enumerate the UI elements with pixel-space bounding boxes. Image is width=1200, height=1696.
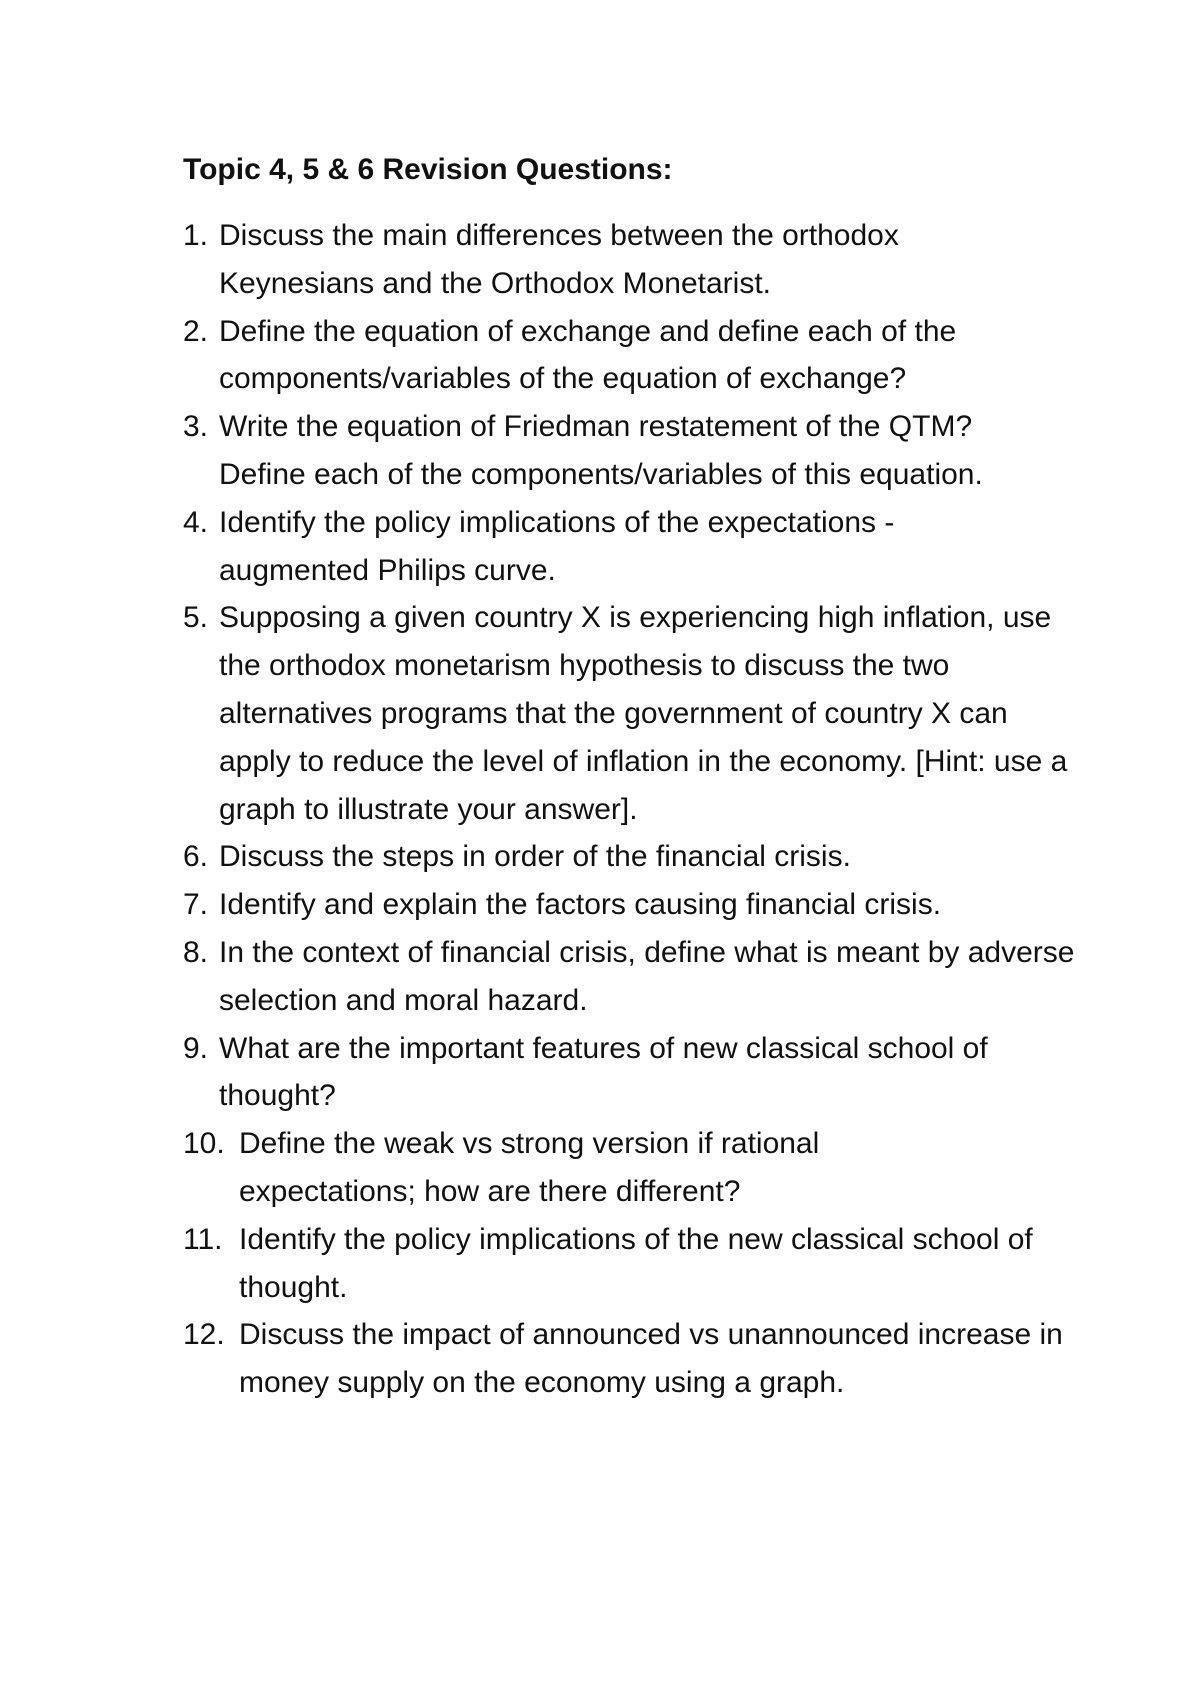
question-number: 4. — [183, 505, 209, 539]
question-number: 8. — [183, 935, 209, 969]
question-number: 1. — [183, 219, 209, 252]
question-item-1 — [183, 212, 1023, 308]
question-text: What are the important features of new classical school of thought? — [219, 1031, 988, 1113]
question-list — [183, 212, 1083, 1407]
question-item-11 — [183, 1216, 1043, 1312]
question-item-8 — [183, 929, 1083, 1025]
question-text: Discuss the steps in order of the financial crisis. — [219, 840, 851, 874]
question-item-5 — [183, 594, 1083, 833]
question-item-3 — [183, 403, 1023, 499]
question-text: Define the equation of exchange and define each of the components/variables of the equation of exchange? — [219, 314, 957, 396]
question-text: Identify the policy implications of the expectations - augmented Philips curve. — [219, 505, 895, 587]
question-item-12 — [183, 1311, 1083, 1407]
question-number: 9. — [183, 1031, 209, 1065]
question-text: Identify and explain the factors causing financial crisis. — [219, 888, 942, 922]
question-text: In the context of financial crisis, define what is meant by adverse selection and moral hazard. — [219, 935, 1075, 1017]
question-item-9 — [183, 1025, 1063, 1121]
question-item-7 — [183, 881, 1083, 929]
question-text: Define the weak vs strong version if rational expectations; how are there different? — [239, 1127, 820, 1208]
question-text: Supposing a given country X is experiencing high inflation, use the orthodox monetarism hypothesis to discuss the two alternatives programs that the government of country X can apply to reduce the level of inflation in the economy. [Hint: use a graph to illustrate your answer]. — [219, 601, 1068, 826]
question-item-2 — [183, 308, 1023, 404]
question-text: Discuss the main differences between the orthodox Keynesians and the Orthodox Monetarist. — [219, 219, 899, 300]
question-text: Identify the policy implications of the new classical school of thought. — [239, 1222, 1033, 1304]
question-item-4 — [183, 499, 1023, 595]
question-number: 2. — [183, 314, 209, 348]
question-number: 3. — [183, 410, 209, 444]
question-number: 7. — [183, 888, 209, 922]
question-number: 11. — [183, 1222, 223, 1256]
question-text: Write the equation of Friedman restatement of the QTM? Define each of the components/variables of this equation. — [219, 410, 983, 491]
question-item-10 — [183, 1120, 943, 1216]
question-item-6 — [183, 833, 1083, 881]
question-number: 6. — [183, 840, 209, 874]
document-title: Topic 4, 5 & 6 Revision Questions: — [183, 153, 673, 186]
question-text: Discuss the impact of announced vs unannounced increase in money supply on the economy using a graph. — [239, 1318, 1063, 1400]
question-number: 5. — [183, 601, 209, 635]
question-number: 10. — [183, 1127, 225, 1161]
question-number: 12. — [183, 1318, 225, 1352]
